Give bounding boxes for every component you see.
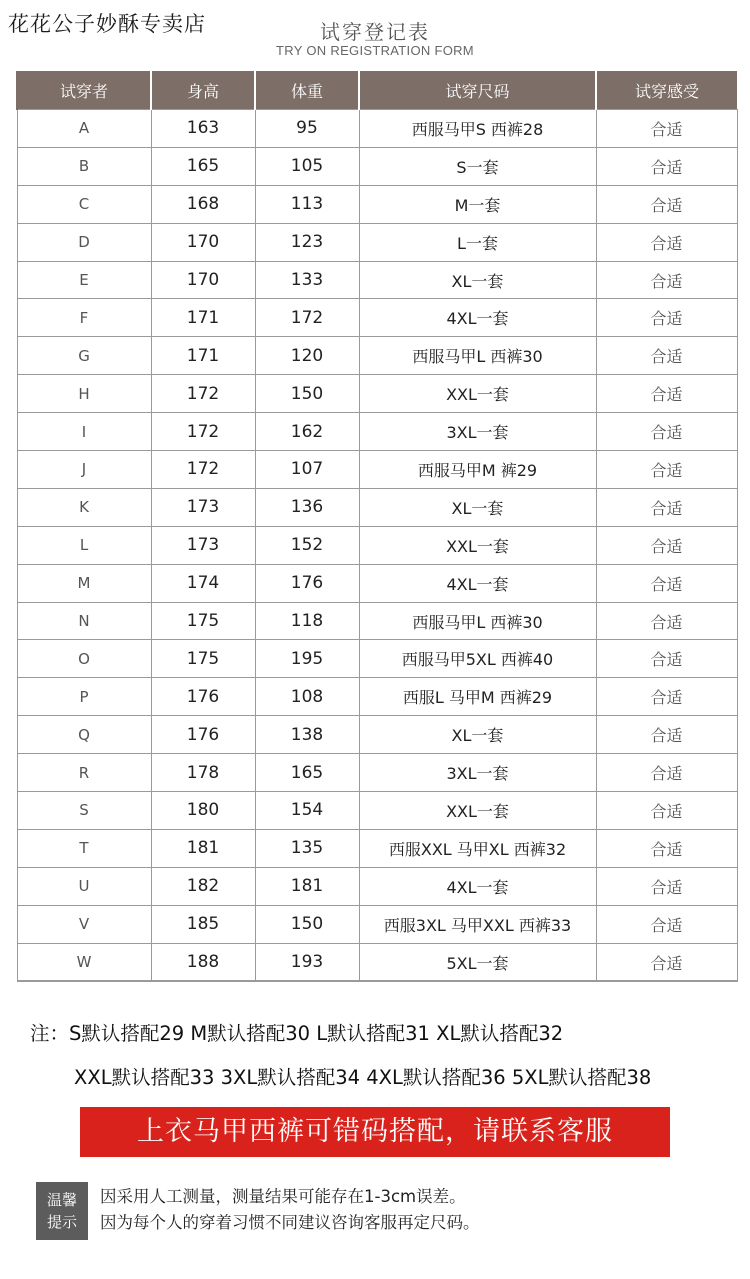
size-cell: 西服L 马甲M 西裤29	[359, 678, 596, 716]
weight-cell: 165	[255, 754, 359, 792]
size-cell: 4XL一套	[359, 299, 596, 337]
feeling-cell: 合适	[596, 223, 737, 261]
size-cell: 西服马甲5XL 西裤40	[359, 640, 596, 678]
size-cell: 西服马甲S 西裤28	[359, 110, 596, 148]
weight-cell: 181	[255, 867, 359, 905]
table-row	[17, 829, 737, 867]
size-note-line-2: XXL默认搭配33 3XL默认搭配34 4XL默认搭配36 5XL默认搭配38	[74, 1066, 652, 1089]
column-header-height: 身高	[151, 71, 255, 110]
size-cell: XXL一套	[359, 526, 596, 564]
table-row	[17, 147, 737, 185]
tester-cell: R	[17, 754, 151, 792]
size-cell: XL一套	[359, 716, 596, 754]
table-row	[17, 413, 737, 451]
table-row	[17, 716, 737, 754]
table-row	[17, 299, 737, 337]
registration-table	[16, 71, 738, 982]
feeling-cell: 合适	[596, 829, 737, 867]
table-body	[17, 110, 737, 982]
size-cell: XXL一套	[359, 792, 596, 830]
table-row	[17, 640, 737, 678]
tester-cell: Q	[17, 716, 151, 754]
table-row	[17, 261, 737, 299]
height-cell: 165	[151, 147, 255, 185]
height-cell: 170	[151, 223, 255, 261]
table-row	[17, 375, 737, 413]
height-cell: 185	[151, 905, 255, 943]
table-row	[17, 678, 737, 716]
tester-cell: E	[17, 261, 151, 299]
height-cell: 172	[151, 375, 255, 413]
feeling-cell: 合适	[596, 943, 737, 981]
height-cell: 163	[151, 110, 255, 148]
size-cell: 3XL一套	[359, 754, 596, 792]
weight-cell: 150	[255, 375, 359, 413]
weight-cell: 120	[255, 337, 359, 375]
column-header-feeling: 试穿感受	[596, 71, 737, 110]
feeling-cell: 合适	[596, 564, 737, 602]
height-cell: 180	[151, 792, 255, 830]
mix-size-banner: 上衣马甲西裤可错码搭配，请联系客服	[80, 1107, 670, 1157]
height-cell: 170	[151, 261, 255, 299]
height-cell: 168	[151, 185, 255, 223]
height-cell: 171	[151, 337, 255, 375]
feeling-cell: 合适	[596, 110, 737, 148]
table-header-row	[17, 71, 737, 110]
weight-cell: 136	[255, 488, 359, 526]
tester-cell: A	[17, 110, 151, 148]
tester-cell: H	[17, 375, 151, 413]
height-cell: 182	[151, 867, 255, 905]
column-header-tester: 试穿者	[17, 71, 151, 110]
height-cell: 176	[151, 678, 255, 716]
table-row	[17, 526, 737, 564]
size-cell: 西服马甲L 西裤30	[359, 337, 596, 375]
height-cell: 172	[151, 451, 255, 489]
weight-cell: 107	[255, 451, 359, 489]
weight-cell: 123	[255, 223, 359, 261]
table-row	[17, 110, 737, 148]
weight-cell: 152	[255, 526, 359, 564]
table-row	[17, 223, 737, 261]
height-cell: 175	[151, 602, 255, 640]
height-cell: 173	[151, 488, 255, 526]
table-row	[17, 792, 737, 830]
warm-tip-label-line-2: 提示	[46, 1213, 77, 1231]
page-title: 试穿登记表	[320, 20, 430, 44]
size-cell: 5XL一套	[359, 943, 596, 981]
table-row	[17, 905, 737, 943]
weight-cell: 113	[255, 185, 359, 223]
warm-tip-text	[100, 1184, 740, 1236]
tester-cell: J	[17, 451, 151, 489]
page-subtitle: TRY ON REGISTRATION FORM	[276, 43, 474, 58]
weight-cell: 135	[255, 829, 359, 867]
feeling-cell: 合适	[596, 337, 737, 375]
store-watermark: 花花公子妙酥专卖店	[8, 12, 206, 36]
size-cell: XXL一套	[359, 375, 596, 413]
size-cell: M一套	[359, 185, 596, 223]
size-cell: 西服马甲L 西裤30	[359, 602, 596, 640]
tester-cell: I	[17, 413, 151, 451]
size-cell: 4XL一套	[359, 867, 596, 905]
height-cell: 175	[151, 640, 255, 678]
tester-cell: V	[17, 905, 151, 943]
height-cell: 171	[151, 299, 255, 337]
size-cell: 4XL一套	[359, 564, 596, 602]
tester-cell: F	[17, 299, 151, 337]
feeling-cell: 合适	[596, 602, 737, 640]
warm-tip-label	[36, 1182, 88, 1240]
tester-cell: D	[17, 223, 151, 261]
size-cell: 3XL一套	[359, 413, 596, 451]
tester-cell: W	[17, 943, 151, 981]
feeling-cell: 合适	[596, 185, 737, 223]
table-row	[17, 602, 737, 640]
feeling-cell: 合适	[596, 299, 737, 337]
tester-cell: G	[17, 337, 151, 375]
tester-cell: B	[17, 147, 151, 185]
size-cell: 西服3XL 马甲XXL 西裤33	[359, 905, 596, 943]
warm-tip-line-1: 因采用人工测量，测量结果可能存在1-3cm误差。	[100, 1187, 466, 1206]
height-cell: 174	[151, 564, 255, 602]
weight-cell: 108	[255, 678, 359, 716]
size-cell: XL一套	[359, 488, 596, 526]
weight-cell: 172	[255, 299, 359, 337]
size-cell: XL一套	[359, 261, 596, 299]
tester-cell: S	[17, 792, 151, 830]
feeling-cell: 合适	[596, 716, 737, 754]
size-note	[30, 1012, 740, 1100]
size-note-line-1: 注：S默认搭配29 M默认搭配30 L默认搭配31 XL默认搭配32	[30, 1022, 564, 1045]
weight-cell: 105	[255, 147, 359, 185]
feeling-cell: 合适	[596, 451, 737, 489]
size-cell: 西服马甲M 裤29	[359, 451, 596, 489]
tester-cell: U	[17, 867, 151, 905]
feeling-cell: 合适	[596, 526, 737, 564]
warm-tip-line-2: 因为每个人的穿着习惯不同建议咨询客服再定尺码。	[100, 1213, 480, 1232]
feeling-cell: 合适	[596, 678, 737, 716]
weight-cell: 193	[255, 943, 359, 981]
weight-cell: 154	[255, 792, 359, 830]
feeling-cell: 合适	[596, 261, 737, 299]
tester-cell: T	[17, 829, 151, 867]
feeling-cell: 合适	[596, 147, 737, 185]
tester-cell: N	[17, 602, 151, 640]
height-cell: 176	[151, 716, 255, 754]
feeling-cell: 合适	[596, 905, 737, 943]
registration-table-wrapper	[16, 71, 736, 982]
column-header-weight: 体重	[255, 71, 359, 110]
height-cell: 181	[151, 829, 255, 867]
tester-cell: K	[17, 488, 151, 526]
table-row	[17, 185, 737, 223]
size-cell: S一套	[359, 147, 596, 185]
weight-cell: 195	[255, 640, 359, 678]
table-row	[17, 943, 737, 981]
weight-cell: 138	[255, 716, 359, 754]
weight-cell: 150	[255, 905, 359, 943]
weight-cell: 162	[255, 413, 359, 451]
tester-cell: O	[17, 640, 151, 678]
tester-cell: P	[17, 678, 151, 716]
feeling-cell: 合适	[596, 640, 737, 678]
feeling-cell: 合适	[596, 792, 737, 830]
feeling-cell: 合适	[596, 754, 737, 792]
height-cell: 178	[151, 754, 255, 792]
weight-cell: 176	[255, 564, 359, 602]
warm-tip-label-line-1: 温馨	[46, 1191, 77, 1209]
table-row	[17, 488, 737, 526]
feeling-cell: 合适	[596, 867, 737, 905]
height-cell: 173	[151, 526, 255, 564]
table-row	[17, 754, 737, 792]
feeling-cell: 合适	[596, 413, 737, 451]
table-row	[17, 564, 737, 602]
height-cell: 188	[151, 943, 255, 981]
table-row	[17, 337, 737, 375]
weight-cell: 118	[255, 602, 359, 640]
weight-cell: 133	[255, 261, 359, 299]
column-header-size: 试穿尺码	[359, 71, 596, 110]
table-row	[17, 867, 737, 905]
tester-cell: M	[17, 564, 151, 602]
feeling-cell: 合适	[596, 488, 737, 526]
feeling-cell: 合适	[596, 375, 737, 413]
table-row	[17, 451, 737, 489]
tester-cell: L	[17, 526, 151, 564]
weight-cell: 95	[255, 110, 359, 148]
height-cell: 172	[151, 413, 255, 451]
tester-cell: C	[17, 185, 151, 223]
size-cell: L一套	[359, 223, 596, 261]
size-cell: 西服XXL 马甲XL 西裤32	[359, 829, 596, 867]
